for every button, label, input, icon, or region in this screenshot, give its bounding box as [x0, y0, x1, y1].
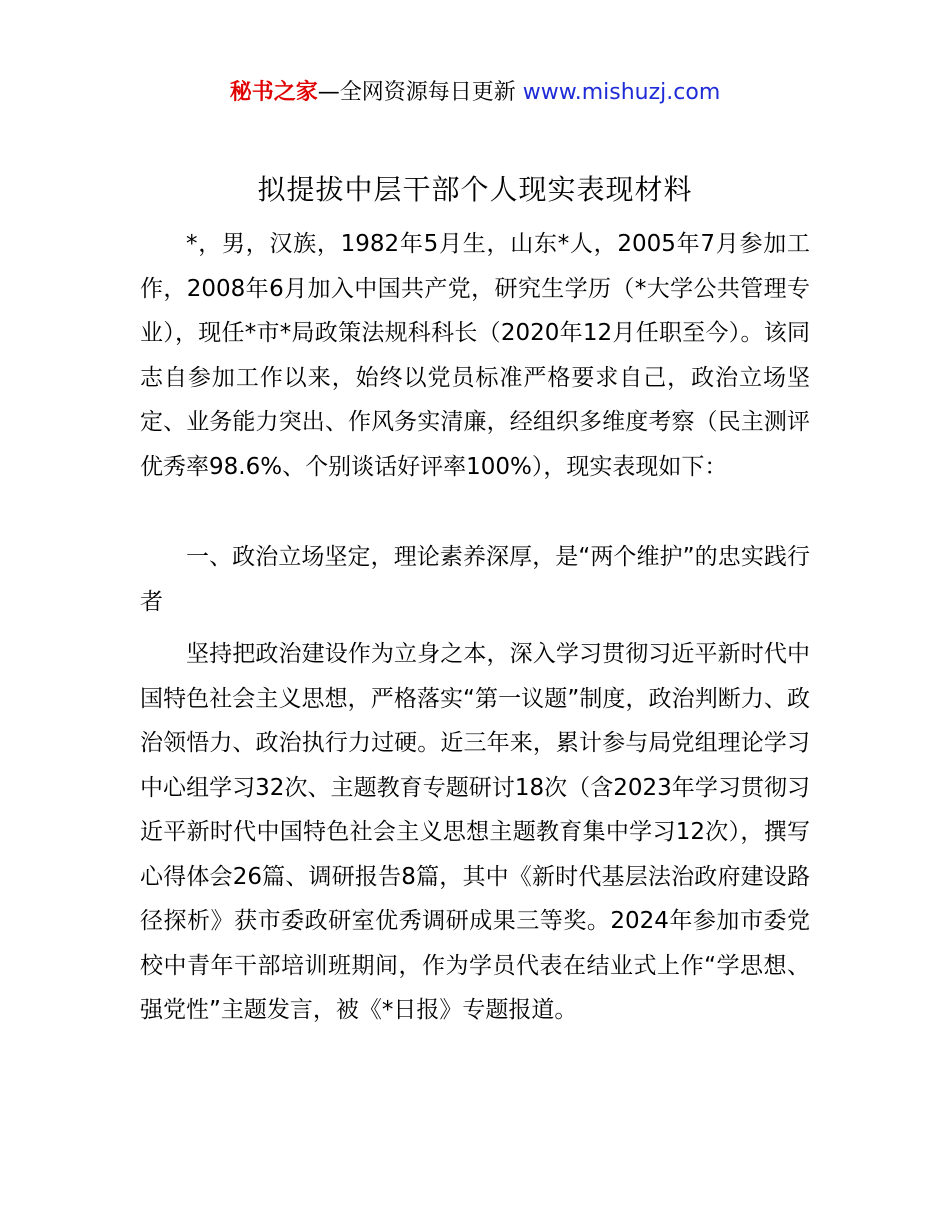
document-title: 拟提拔中层干部个人现实表现材料	[257, 173, 693, 206]
body-paragraph-intro: *，男，汉族，1982年5月生，山东*人，2005年7月参加工作，2008年6月加入中国共产党，研究生学历（*大学公共管理专业），现任*市*局政策法规科科长（2020年12月任职至今）。该同志自参加工作以来，始终以党员标准严格要求自己，政治立场坚定、业务能力突出、作风务实清廉，经组织多维度考察（民主测评优秀率98.6%、个别谈话好评率100%），现实表现如下：	[140, 231, 810, 480]
body-paragraph-political: 坚持把政治建设作为立身之本，深入学习贯彻习近平新时代中国特色社会主义思想，严格落实“第一议题”制度，政治判断力、政治领悟力、政治执行力过硬。近三年来，累计参与局党组理论学习中心组学习32次、主题教育专题研讨18次（含2023年学习贯彻习近平新时代中国特色社会主义思想主题教育集中学习12次），撰写心得体会26篇、调研报告8篇，其中《新时代基层法治政府建设路径探析》获市委政研室优秀调研成果三等奖。2024年参加市委党校中青年干部培训班期间，作为学员代表在结业式上作“学思想、强党性”主题发言，被《*日报》专题报道。	[140, 641, 810, 1023]
site-url-link[interactable]: www.mishuzj.com	[522, 80, 721, 105]
section-heading-1: 一、政治立场坚定，理论素养深厚，是“两个维护”的忠实践行者	[140, 544, 810, 615]
site-brand: 秘书之家	[229, 80, 318, 105]
site-header	[0, 78, 950, 108]
site-tagline: —全网资源每日更新	[317, 80, 516, 105]
